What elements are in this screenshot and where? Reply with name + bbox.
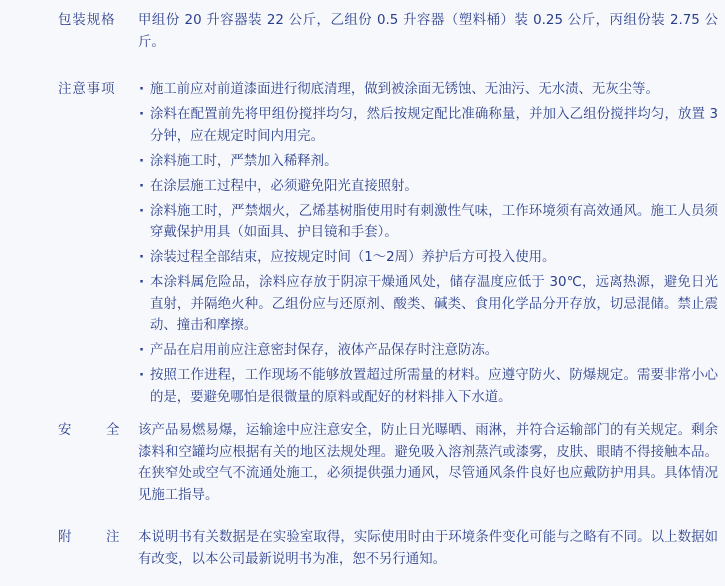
notes-item-1: · 施工前应对前道漆面进行彻底清理，做到被涂面无锈蚀、无油污、无水渍、无灰尘等。 xyxy=(138,79,718,101)
safety-label-char-2: 全 xyxy=(106,423,120,438)
safety-text: 该产品易燃易爆，运输途中应注意安全，防止日光曝晒、雨淋，并符合运输部门的有关规定。剩余漆料和空罐均应根据有关的地区法规处理。避免吸入溶剂蒸汽或漆雾，皮肤、眼睛不得接触本品。在狭窄处或空气不流通处施工，必须提供强力通风，尽管通风条件良好也应戴防护用具。具体情况见施工指导。 xyxy=(138,423,718,503)
notes-item-7: · 本涂料属危险品，涂料应存放于阴凉干燥通风处，储存温度应低于 30℃，远离热源，避免日光直射，并隔绝火种。乙组份应与还原剂、酸类、碱类、食用化学品分开存放，切忌混储。禁止震动、撞击和摩擦。 xyxy=(138,272,718,337)
remarks-text: 本说明书有关数据是在实验室取得，实际使用时由于环境条件变化可能与之略有不同。以上数据如有改变，以本公司最新说明书为准，恕不另行通知。 xyxy=(138,530,718,567)
notes-item-3: · 涂料施工时，严禁加入稀释剂。 xyxy=(138,151,718,173)
remarks-label-char-1: 附 xyxy=(58,530,72,545)
remarks-label-char-2: 注 xyxy=(106,530,120,545)
notes-item-2: · 涂料在配置前先将甲组份搅拌均匀，然后按规定配比准确称量，并加入乙组份搅拌均匀，放置 3 分钟，应在规定时间内用完。 xyxy=(138,104,718,147)
packaging-text: 甲组份 20 升容器装 22 公斤，乙组份 0.5 升容器（塑料桶）装 0.25 公斤，丙组份装 2.75 公斤。 xyxy=(138,13,718,50)
notes-item-5: · 涂料施工时，严禁烟火，乙烯基树脂使用时有刺激性气味，工作环境须有高效通风。施工人员须穿戴保护用具（如面具、护目镜和手套）。 xyxy=(138,201,718,244)
notes-label: 注意事项 xyxy=(58,82,116,97)
notes-list xyxy=(138,79,718,408)
notes-item-9: · 按照工作进程，工作现场不能够放置超过所需量的材料。应遵守防火、防爆规定。需要非常小心的是，要避免哪怕是很微量的原料或配好的材料排入下水道。 xyxy=(138,365,718,408)
notes-item-8: · 产品在启用前应注意密封保存，液体产品保存时注意防冻。 xyxy=(138,340,718,362)
remarks-label xyxy=(58,527,138,549)
notes-item-4: · 在涂层施工过程中，必须避免阳光直接照射。 xyxy=(138,176,718,198)
notes-content xyxy=(138,79,718,412)
notes-item-6: · 涂装过程全部结束，应按规定时间（1～2周）养护后方可投入使用。 xyxy=(138,247,718,269)
packaging-label: 包装规格 xyxy=(58,13,116,28)
safety-label xyxy=(58,420,138,442)
safety-label-char-1: 安 xyxy=(58,423,72,438)
